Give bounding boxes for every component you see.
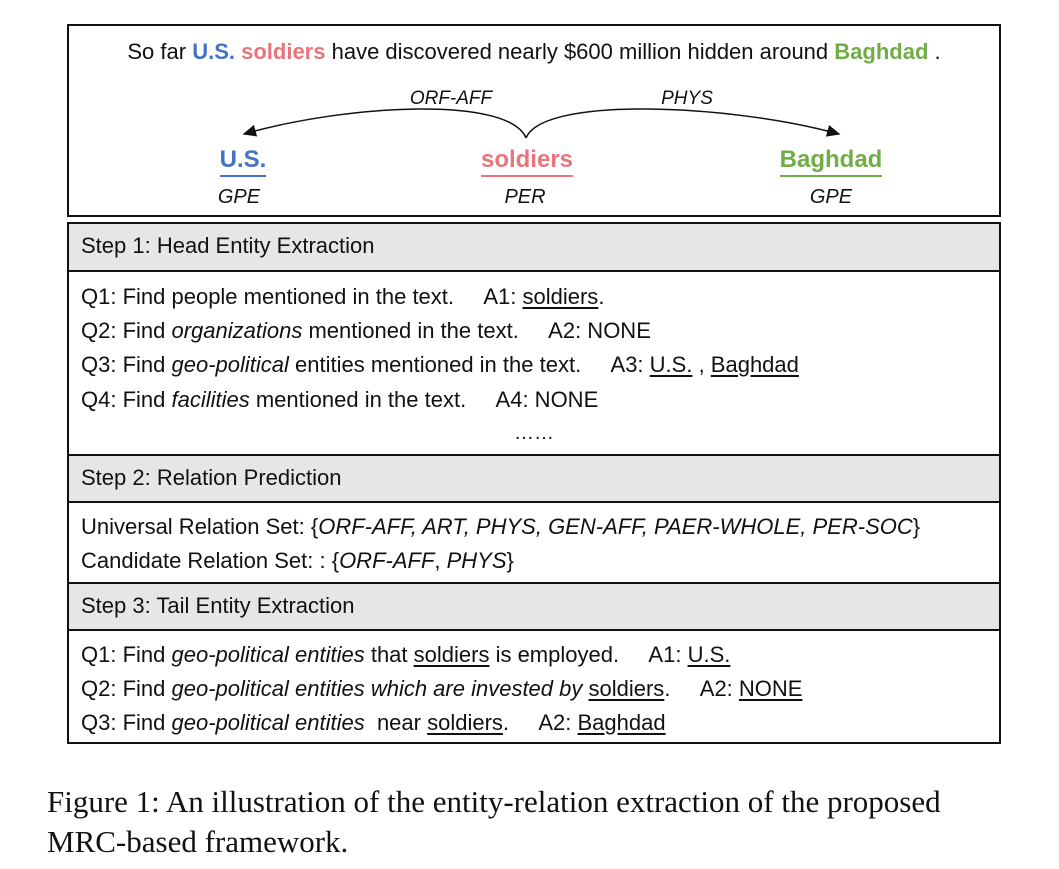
step1-q4	[81, 387, 598, 413]
sentence-entity-baghdad: Baghdad	[834, 39, 929, 64]
q-italic: geo-political	[171, 352, 289, 377]
entity-ref: soldiers	[413, 642, 490, 667]
q-text: ,	[692, 352, 711, 377]
q-text: Q2: Find	[81, 318, 172, 343]
q-text: Candidate Relation Set: : {	[81, 548, 340, 573]
q-text: is employed. A1:	[489, 642, 688, 667]
entity-ref: soldiers	[427, 710, 503, 735]
answer: Baghdad	[710, 352, 799, 377]
sentence-text: have discovered nearly $600 million hidden around	[325, 39, 835, 64]
entity-type-soldiers: PER	[504, 186, 546, 208]
entity-ref: soldiers	[588, 676, 665, 701]
step3-q1	[81, 642, 730, 668]
sentence-text: .	[928, 39, 941, 64]
q-italic: facilities	[171, 387, 250, 412]
q-text: near	[364, 710, 428, 735]
q-italic: geo-political entities which are invested by	[171, 676, 583, 701]
sentence-text: So far	[127, 39, 193, 64]
steps-box	[67, 222, 1001, 744]
answer: U.S.	[649, 352, 693, 377]
q-text: . A2:	[664, 676, 739, 701]
universal-relation-set	[81, 514, 920, 540]
example-sentence	[69, 39, 999, 65]
example-sentence-box	[67, 24, 1001, 217]
q-text: Q2: Find	[81, 676, 172, 701]
q-text: Universal Relation Set: {	[81, 514, 319, 539]
entity-soldiers	[447, 146, 607, 174]
q-text: mentioned in the text. A2: NONE	[302, 318, 651, 343]
q-text: }	[506, 548, 514, 573]
answer: Baghdad	[577, 710, 666, 735]
q-text: entities mentioned in the text. A3:	[288, 352, 650, 377]
q-italic: geo-political entities	[171, 642, 365, 667]
q-text: Q4: Find	[81, 387, 172, 412]
q-italic: geo-political entities	[171, 710, 365, 735]
step1-q3	[81, 352, 799, 378]
q-italic: PHYS	[446, 548, 507, 573]
sentence-entity-soldiers: soldiers	[241, 39, 326, 64]
q-text: that	[364, 642, 414, 667]
figure-caption: Figure 1: An illustration of the entity-relation extraction of the proposed MRC-based framework.	[47, 784, 941, 859]
divider	[69, 270, 999, 272]
q-text: Q3: Find	[81, 352, 172, 377]
answer: U.S.	[687, 642, 731, 667]
arc-orf-aff	[244, 109, 526, 138]
q-text: . A2:	[502, 710, 578, 735]
q-text: Q1: Find	[81, 642, 172, 667]
q-text: .	[598, 284, 605, 309]
relation-label-orf-aff: ORF-AFF	[409, 88, 493, 109]
q-text: ,	[434, 548, 447, 573]
q-italic: ORF-AFF	[339, 548, 435, 573]
step3-q3	[81, 710, 666, 736]
step1-q2	[81, 318, 651, 344]
ellipsis: ……	[514, 422, 554, 444]
arc-phys	[526, 109, 839, 138]
q-italic: ORF-AFF, ART, PHYS, GEN-AFF, PAER-WHOLE, PER-SOC	[318, 514, 913, 539]
entity-type-baghdad: GPE	[809, 186, 853, 208]
step1-q1	[81, 284, 604, 310]
divider	[69, 501, 999, 503]
q-italic: organizations	[171, 318, 303, 343]
entity-type-us: GPE	[217, 186, 261, 208]
step3-header: Step 3: Tail Entity Extraction	[69, 584, 999, 630]
answer: NONE	[738, 676, 803, 701]
q-text: }	[912, 514, 921, 539]
sentence-entity-us: U.S.	[192, 39, 235, 64]
entity-baghdad-label: Baghdad	[780, 146, 883, 177]
entity-us	[163, 146, 323, 174]
relation-label-phys: PHYS	[661, 88, 713, 109]
entity-us-label: U.S.	[220, 146, 267, 177]
answer: soldiers	[522, 284, 599, 309]
entity-soldiers-label: soldiers	[481, 146, 573, 177]
divider	[69, 629, 999, 631]
entity-baghdad	[751, 146, 911, 174]
step3-q2	[81, 676, 802, 702]
step1-header: Step 1: Head Entity Extraction	[69, 224, 999, 270]
step2-header: Step 2: Relation Prediction	[69, 456, 999, 502]
q-text: Q3: Find	[81, 710, 172, 735]
candidate-relation-set	[81, 548, 514, 574]
q-text: mentioned in the text. A4: NONE	[249, 387, 599, 412]
q-text: Q1: Find people mentioned in the text. A1:	[81, 284, 523, 309]
